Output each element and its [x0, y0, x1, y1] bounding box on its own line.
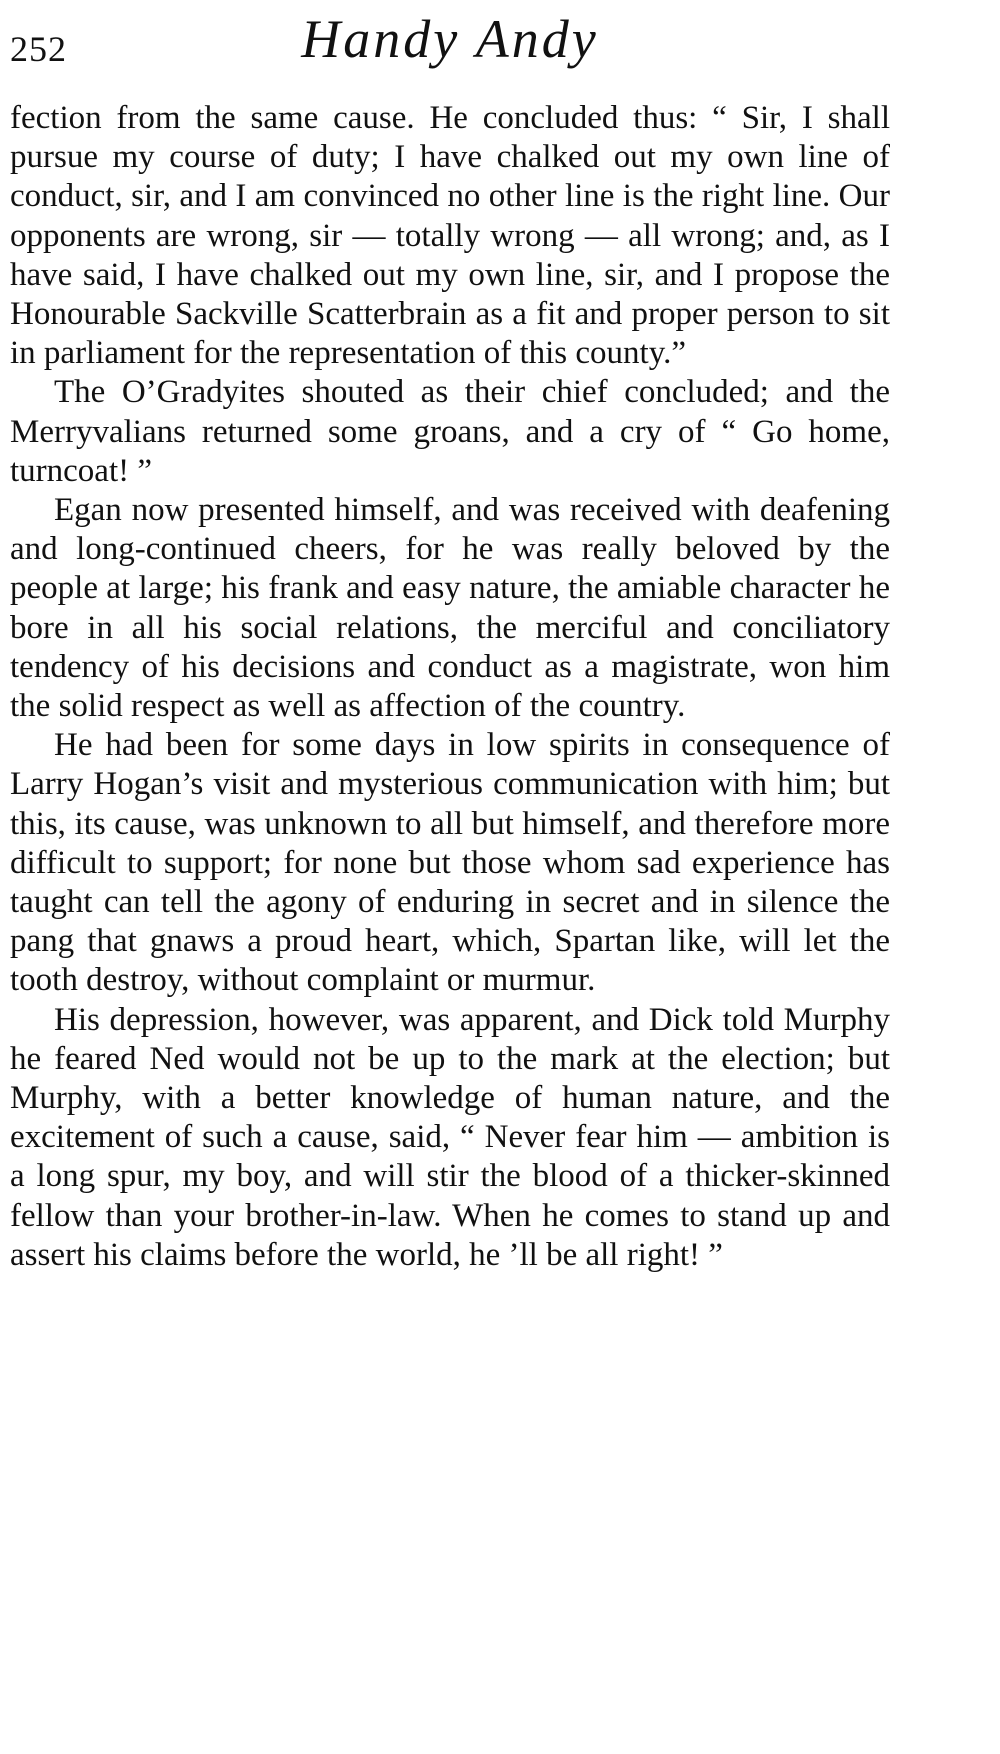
paragraph: His depression, however, was apparent, and Dick told Murphy he feared Ned would not be up to the mark at the election; but Murphy, with a better knowledge of human nature, and the excitement of such a cause, said, “ Never fear him — ambition is a long spur, my boy, and will stir the blood of a thicker-skinned fellow than your brother-in-law. When he comes to stand up and assert his claims before the world, he ’ll be all right! ”: [10, 1001, 890, 1273]
paragraph: He had been for some days in low spirits in consequence of Larry Hogan’s visit and mysterious communication with him; but this, its cause, was unknown to all but himself, and therefore more difficult to support; for none but those whom sad experience has taught can tell the agony of enduring in secret and in silence the pang that gnaws a proud heart, which, Spartan like, will let the tooth destroy, without complaint or murmur.: [10, 727, 890, 999]
paragraph: fection from the same cause. He concluded thus: “ Sir, I shall pursue my course of duty; I have chalked out my own line of conduct, sir, and I am convinced no other line is the right line. Our opponents are wrong, sir — totally wrong — all wrong; and, as I have said, I have chalked out my own line, sir, and I propose the Honourable Sackville Scatterbrain as a fit and proper person to sit in parliament for the representation of this county.”: [10, 100, 890, 372]
page-number: 252: [10, 29, 67, 69]
book-page: [10, 0, 890, 1754]
paragraph: The O’Gradyites shouted as their chief concluded; and the Merryvalians returned some groans, and a cry of “ Go home, turncoat! ”: [10, 374, 890, 489]
page-header: [10, 0, 890, 100]
body-text: [10, 99, 890, 1275]
running-title: Handy Andy: [301, 9, 599, 69]
paragraph: Egan now presented himself, and was received with deafening and long-continued cheers, for he was really beloved by the people at large; his frank and easy nature, the amiable character he bore in all his social relations, the merciful and conciliatory tendency of his decisions and conduct as a magistrate, won him the solid respect as well as affection of the country.: [10, 492, 890, 725]
